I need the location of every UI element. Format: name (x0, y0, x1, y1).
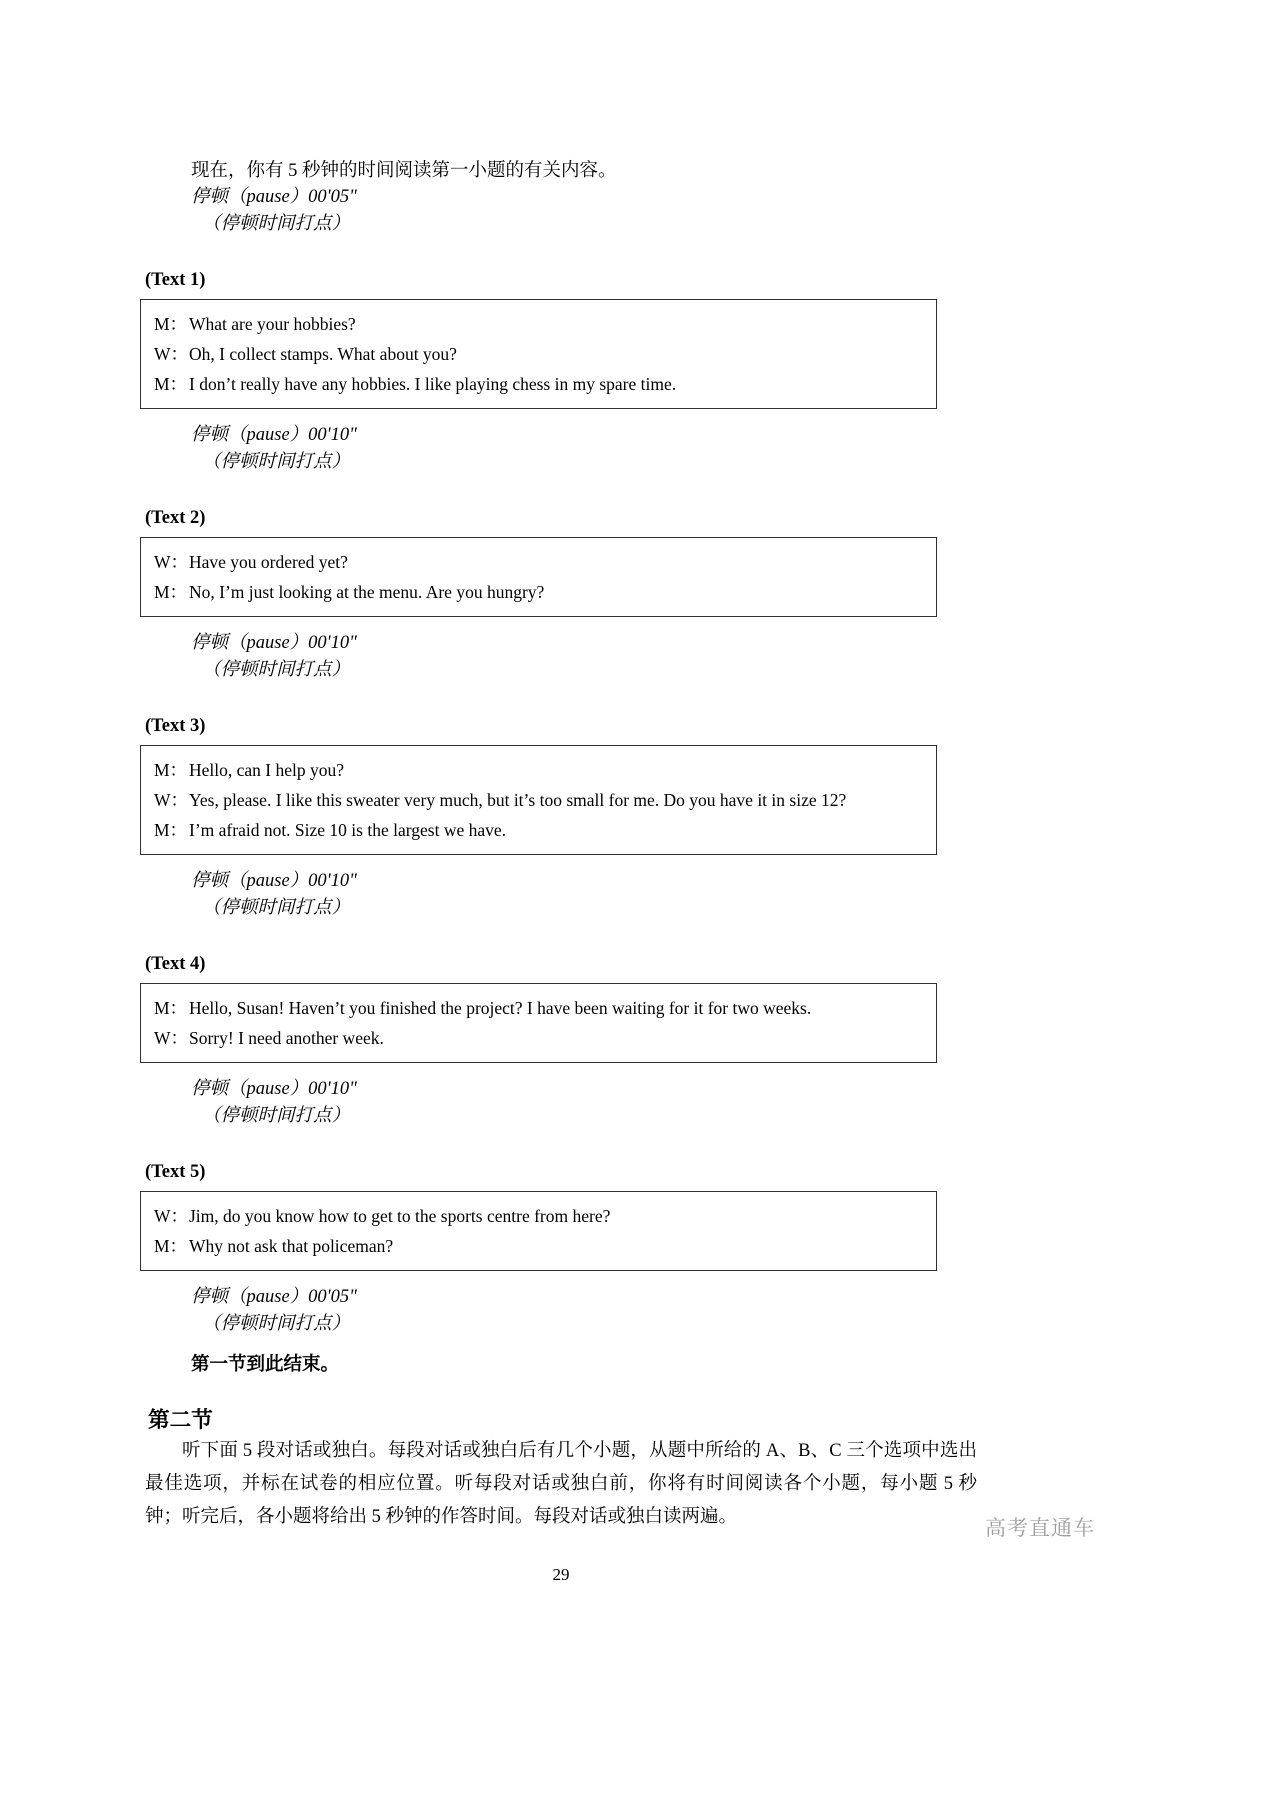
utterance: Yes, please. I like this sweater very much, but it’s too small for me. Do you have it in size 12? (189, 790, 847, 810)
pause-block (145, 1076, 1122, 1130)
dialogue-section-4 (145, 953, 1122, 1130)
pause-note: （停顿时间打点） (202, 898, 351, 918)
section-two-instructions: 听下面 5 段对话或独白。每段对话或独白后有几个小题，从题中所给的 A、B、C 三个选项中选出最佳选项，并标在试卷的相应位置。听每段对话或独白前，你将有时间阅读各个小题，每小题 5 秒钟；听完后，各小题将给出 5 秒钟的作答时间。每段对话或独白读两遍。 (145, 1441, 977, 1527)
speaker-label: M： (154, 582, 188, 602)
speaker-label: M： (154, 998, 188, 1018)
section-two-title: 第二节 (148, 1408, 213, 1432)
dialogue-line (154, 815, 923, 845)
utterance: Hello, Susan! Haven’t you finished the project? I have been waiting for it for two weeks. (189, 998, 812, 1018)
speaker-label: M： (154, 374, 188, 394)
dialogue-section-1 (145, 269, 1122, 476)
utterance: Oh, I collect stamps. What about you? (189, 344, 457, 364)
pause-line: 停顿（pause）00'10" (191, 425, 357, 445)
pause-note: （停顿时间打点） (202, 1314, 351, 1334)
pause-block (145, 422, 1122, 476)
dialogue-line (154, 755, 923, 785)
pause-block (145, 868, 1122, 922)
text-title: (Text 1) (145, 270, 206, 290)
utterance: I’m afraid not. Size 10 is the largest we have. (189, 820, 507, 840)
speaker-label: M： (154, 820, 188, 840)
section-one-end: 第一节到此结束。 (191, 1355, 340, 1375)
page-number: 29 (552, 1565, 570, 1584)
dialogue-line (154, 1201, 923, 1231)
dialogue-line (154, 1231, 923, 1261)
text-title: (Text 4) (145, 954, 206, 974)
pause-line: 停顿（pause）00'10" (191, 1079, 357, 1099)
intro-pause-line: 停顿（pause）00'05" (191, 187, 357, 207)
dialogue-box (140, 299, 937, 409)
speaker-label: M： (154, 314, 188, 334)
dialogue-line (154, 369, 923, 399)
utterance: Have you ordered yet? (189, 552, 348, 572)
dialogue-line (154, 993, 923, 1023)
utterance: Hello, can I help you? (189, 760, 345, 780)
dialogue-section-2 (145, 507, 1122, 684)
utterance: Why not ask that policeman? (189, 1236, 394, 1256)
speaker-label: M： (154, 1236, 188, 1256)
dialogue-line (154, 785, 923, 815)
dialogue-line (154, 339, 923, 369)
speaker-label: W： (154, 552, 189, 572)
pause-line: 停顿（pause）00'10" (191, 871, 357, 891)
text-title: (Text 2) (145, 508, 206, 528)
pause-block (145, 630, 1122, 684)
dialogue-box (140, 983, 937, 1063)
speaker-label: W： (154, 1206, 189, 1226)
intro-line: 现在，你有 5 秒钟的时间阅读第一小题的有关内容。 (191, 161, 617, 181)
text-title: (Text 3) (145, 716, 206, 736)
pause-note: （停顿时间打点） (202, 660, 351, 680)
utterance: Sorry! I need another week. (189, 1028, 384, 1048)
dialogue-box (140, 537, 937, 617)
utterance: What are your hobbies? (189, 314, 356, 334)
utterance: I don’t really have any hobbies. I like playing chess in my spare time. (189, 374, 677, 394)
text-title: (Text 5) (145, 1162, 206, 1182)
dialogue-section-3 (145, 715, 1122, 922)
utterance: No, I’m just looking at the menu. Are you hungry? (189, 582, 545, 602)
speaker-label: M： (154, 760, 188, 780)
pause-line: 停顿（pause）00'05" (191, 1287, 357, 1307)
dialogue-box (140, 1191, 937, 1271)
utterance: Jim, do you know how to get to the sports centre from here? (189, 1206, 611, 1226)
dialogue-section-5 (145, 1161, 1122, 1338)
pause-line: 停顿（pause）00'10" (191, 633, 357, 653)
watermark: 高考直通车 (985, 1517, 1095, 1540)
dialogue-line (154, 577, 923, 607)
dialogue-line (154, 547, 923, 577)
dialogue-line (154, 309, 923, 339)
dialogue-line (154, 1023, 923, 1053)
speaker-label: W： (154, 344, 189, 364)
speaker-label: W： (154, 1028, 189, 1048)
dialogue-box (140, 745, 937, 855)
speaker-label: W： (154, 790, 189, 810)
pause-block (145, 1284, 1122, 1338)
pause-note: （停顿时间打点） (202, 452, 351, 472)
pause-note: （停顿时间打点） (202, 1106, 351, 1126)
intro-pause-note: （停顿时间打点） (202, 214, 351, 234)
